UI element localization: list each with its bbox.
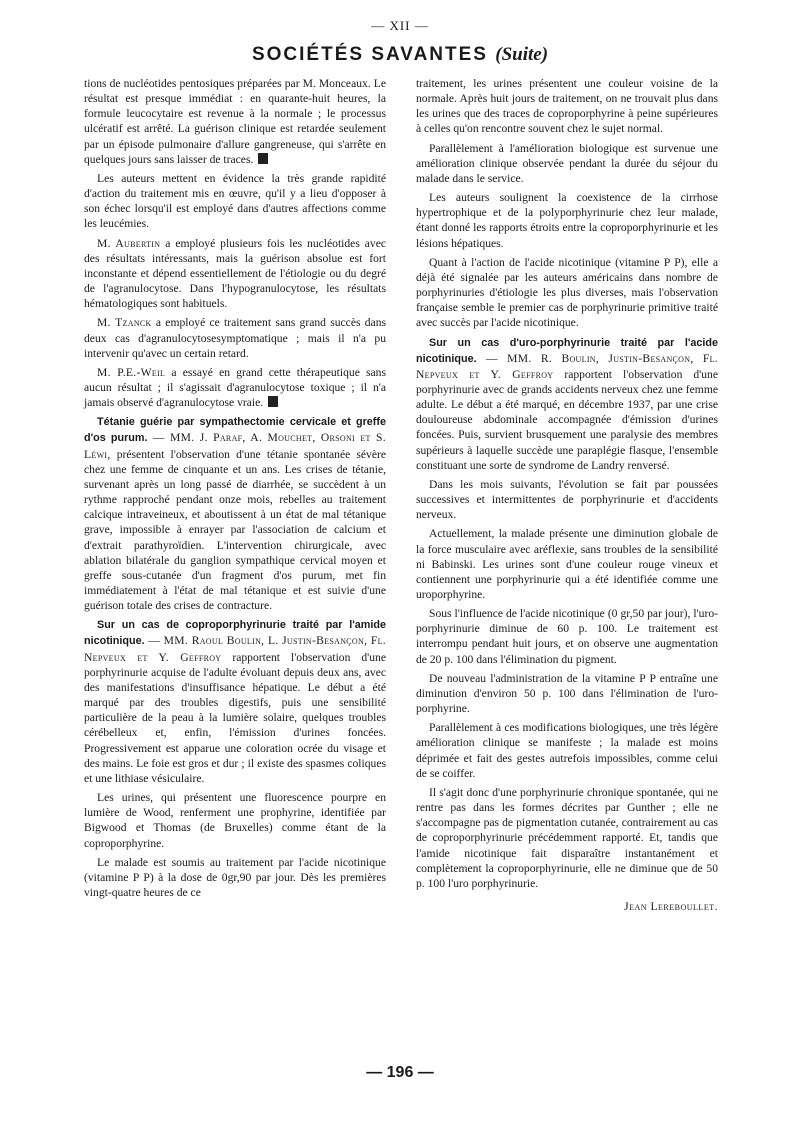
paragraph: tions de nucléotides pentosiques préparées par M. Monceaux. Le résultat est presque immédiat : en quarante-huit heures, la formule leucocytaire est revenue à la normale ; le processus ulcératif est arrêté. La guérison clinique est retardée seulement par un épisode pulmonaire d'allure gangreneuse, qui s'arrête en quelques jours sans laisser de traces. <box>84 77 386 166</box>
right-column <box>416 76 718 918</box>
paragraph: Sous l'influence de l'acide nicotinique (0 gr,50 par jour), l'uro-porphyrinurie diminue de 60 p. 100. Le traitement est interrompu pendant huit jours, et on observe une augmentation de 20 p. 100 dans l'élimination du pigment. <box>416 607 718 666</box>
ink-mark-icon <box>268 396 278 407</box>
paragraph: De nouveau l'administration de la vitamine P P entraîne une diminution d'environ 50 p. 100 dans l'élimination de l'uro-porphyrine. <box>416 671 718 716</box>
paragraph: Actuellement, la malade présente une diminution globale de la force musculaire avec aréflexie, sans troubles de la sensibilité ni Babinski. Les urines sont d'une couleur rouge vineux et contiennent une porphyrinurie qui a été identifiée comme une uroporphyrine. <box>416 527 718 601</box>
paragraph: Le malade est soumis au traitement par l'acide nicotinique (vitamine P P) à la dose de 0gr,90 par jour. Dès les premières vingt-quatre heures de ce <box>84 855 386 899</box>
author-name: M. Tzanck <box>97 316 152 330</box>
paragraph: Les auteurs mettent en évidence la très grande rapidité d'action du traitement mis en œuvre, qu'il y a lieu d'opposer à son échec lorsqu'il est employé dans d'autres affections comme les leucémies. <box>84 171 386 231</box>
article-authors: — MM. Raoul Boulin, L. Justin-Besançon, Fl. Nepveux et Y. Geffroy <box>84 634 386 664</box>
paragraph: Sur un cas d'uro-porphyrinurie traité par l'acide nicotinique. — MM. R. Boulin, Justin-Besançon, Fl. Nepveux et Y. Geffroy rapportent l'observation d'une porphyrinurie avec de grands accidents nerveux chez une femme adulte. Le début a été marqué, en décembre 1937, par une crise douloureuse abdominale accompagnée d'émission d'urines foncées. Puis, survient brusquement une paralysie des membres supérieurs à laquelle succède une paraplégie flasque, l'ensemble constituant une sorte de syndrome de Landry renversé. <box>416 336 718 472</box>
article-title: Tétanie guérie par sympathectomie cervicale et greffe d'os purum. <box>84 416 386 445</box>
article-authors: — MM. J. Paraf, A. Mouchet, Orsoni et S. Léwi, <box>84 431 386 461</box>
page-roman-number: — XII — <box>371 18 429 33</box>
section-title: SOCIÉTÉS SAVANTES <box>251 44 488 65</box>
paragraph: Parallèlement à ces modifications biologiques, une très légère amélioration clinique se manifeste ; la malade est moins déprimée et fait des gestes autrefois impossibles, comme celui de se coiffer. <box>416 721 718 780</box>
paragraph: traitement, les urines présentent une couleur voisine de la normale. Après huit jours de traitement, on ne trouvait plus dans les urines que des traces de coproporphyrine à peine supérieures à celles qu'on rencontre souvent chez le sujet normal. <box>416 77 718 136</box>
article-title: Sur un cas d'uro-porphyrinurie traité par l'acide nicotinique. <box>416 336 718 365</box>
left-column <box>84 76 386 904</box>
signature: Jean Lereboullet. <box>624 899 718 913</box>
paragraph: M. Tzanck a employé ce traitement sans grand succès dans deux cas d'agranulocytosesymptomatique ; mais il n'a pu intervenir qu'avec un certain retard. <box>84 316 386 360</box>
paragraph: Quant à l'action de l'acide nicotinique (vitamine P P), elle a déjà été signalée par les auteurs américains dans nombre de porphyrinuries d'étiologie les plus diverses, mais l'observation française semble le premier cas de porphyrinurie primitive traité avec succès par l'acide nicotinique. <box>416 255 718 330</box>
paragraph: Tétanie guérie par sympathectomie cervicale et greffe d'os purum. — MM. J. Paraf, A. Mouchet, Orsoni et S. Léwi, présentent l'observation d'une tétanie spontanée sévère chez une femme de cinquante et un ans. Les crises de tétanie, survenant après un long passé de diarrhée, se succèdent à un rythme rapproché pendant onze mois, rebelles au traitement calcique intraveineux, et aboutissent à un état de mal tétanique grave, impossible à enrayer par l'association de calcium et d'extrait parathyroïdien. L'intervention chirurgicale, avec ablation bilatérale du ganglion sympathique cervical moyen et greffe sous-cutanée d'un fragment d'os purum, met fin immédiatement à l'état de mal tétanique et est suivie d'une guérison totale des crises de contracture. <box>84 416 386 613</box>
paragraph: Dans les mois suivants, l'évolution se fait par poussées successives et intermittentes de porphyrinurie et d'accidents nerveux. <box>416 477 718 522</box>
ink-mark-icon <box>258 153 268 164</box>
paragraph: M. P.E.-Weil a essayé en grand cette thérapeutique sans aucun résultat ; il s'agissait d'agranulocytose toxique ; il n'a jamais observé d'agranulocytose vraie. <box>84 365 386 410</box>
author-name: M. P.E.-Weil <box>97 365 166 379</box>
article-title: Sur un cas de coproporphyrinurie traité par l'amide nicotinique. <box>84 619 386 648</box>
page-number: — 196 — <box>366 1064 434 1081</box>
author-name: M. Aubertin <box>97 236 161 250</box>
article-authors: — MM. R. Boulin, Justin-Besançon, Fl. Nepveux et Y. Geffroy <box>416 351 718 381</box>
paragraph: Parallèlement à l'amélioration biologique est survenue une amélioration clinique observée pendant la durée du séjour du malade dans le service. <box>416 141 718 185</box>
paragraph: Les urines, qui présentent une fluorescence pourpre en lumière de Wood, renferment une prophyrine, identifiée par Bigwood et Thomas (de Bruxelles) comme étant de la coproporphyrine. <box>84 791 386 850</box>
section-title-suite: (Suite) <box>495 44 549 65</box>
paragraph: Sur un cas de coproporphyrinurie traité par l'amide nicotinique. — MM. Raoul Boulin, L. Justin-Besançon, Fl. Nepveux et Y. Geffroy rapportent l'observation d'une porphyrinurie acquise de l'adulte évoluant depuis deux ans, avec des manifestations d'insuffisance hépatique. Le début a été marqué par des troubles digestifs, puis une sensibilité particulière de la peau à la lumière solaire, quelques troubles cérébelleux et, enfin, l'émission d'urines foncées. Progressivement est apparue une coloration ocrée du visage et des mains. Le foie est gros et dur ; il existe des spasmes coliques et une lithiase vésiculaire. <box>84 619 386 785</box>
paragraph: Les auteurs soulignent la coexistence de la cirrhose hypertrophique et de la polyporphyrinurie chez leur malade, étant donné les rapports étroits entre la coproporphyrinurie et les lésions hépatiques. <box>416 191 718 250</box>
paragraph: M. Aubertin a employé plusieurs fois les nucléotides avec des résultats intéressants, mais la guérison absolue est fort inconstante et dépend essentiellement de l'étiologie ou du degré de l'agranulocytose. Dans l'hypogranulocytose, les résultats hématologiques sont habituels. <box>84 236 386 311</box>
section-heading <box>0 44 800 66</box>
paragraph: Il s'agit donc d'une porphyrinurie chronique spontanée, qui ne rentre pas dans les formes décrites par Gunther ; elle ne s'accompagne pas de pigmentation cutanée, contrairement au cas de coproporphyrinurie précédemment rapporté. Et, tandis que l'amide nicotinique fait disparaître instantanément et complètement la coproporphyrinurie, elle ne diminue que de 50 p. 100 l'uro porphyrinurie. <box>416 785 718 890</box>
